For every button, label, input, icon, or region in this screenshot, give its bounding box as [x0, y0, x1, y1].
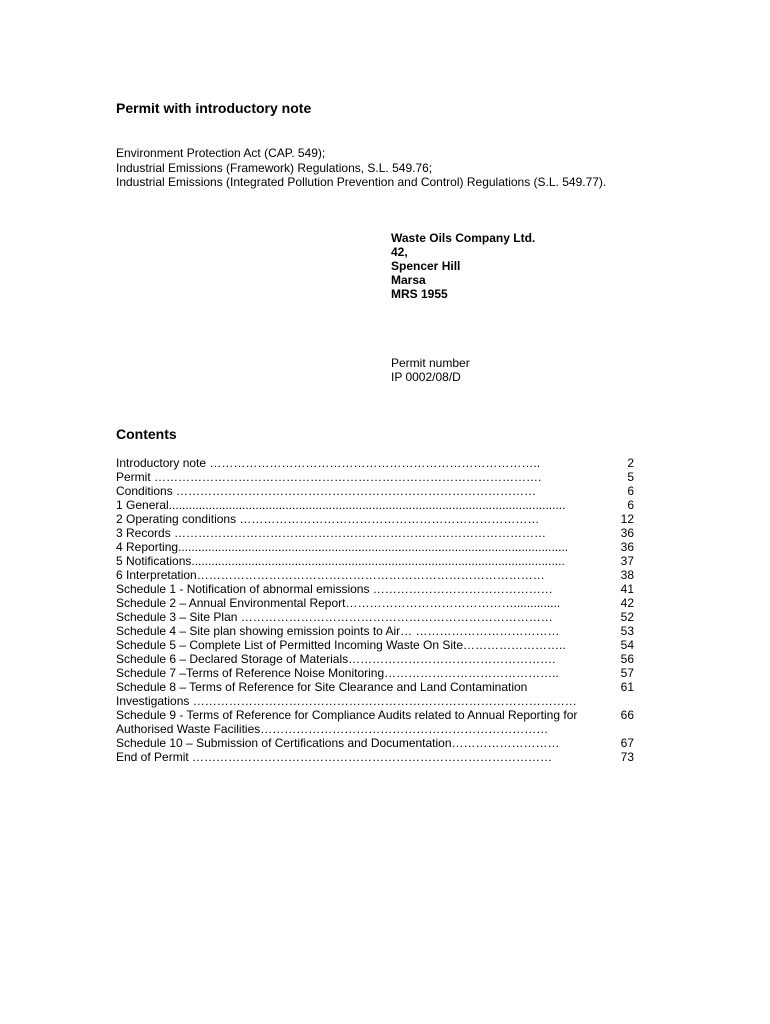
- company-name: Waste Oils Company Ltd.: [391, 231, 536, 245]
- permit-number: IP 0002/08/D: [391, 370, 461, 384]
- toc-entry[interactable]: [116, 498, 636, 512]
- toc-page-number: 2: [627, 456, 634, 470]
- toc-entry[interactable]: [116, 512, 636, 526]
- company-address: [391, 231, 535, 301]
- act-line: Industrial Emissions (Framework) Regulations, S.L. 549.76;: [116, 160, 433, 175]
- toc-entry[interactable]: [116, 750, 636, 764]
- toc-entry[interactable]: [116, 568, 636, 582]
- toc-entry[interactable]: [116, 638, 636, 652]
- toc-entry-title: Conditions ………………………………………………………………………………: [116, 484, 537, 498]
- toc-entry-title: End of Permit ………………………………………………………………………………: [116, 750, 553, 764]
- toc-entry-title: Schedule 10 – Submission of Certifications and Documentation………………………: [116, 736, 560, 750]
- address-line: 42,: [391, 245, 408, 259]
- toc-entry[interactable]: [116, 708, 636, 736]
- toc-page-number: 36: [620, 540, 634, 554]
- toc-entry[interactable]: [116, 540, 636, 554]
- toc-page-number: 38: [620, 568, 634, 582]
- postcode: MRS 1955: [391, 287, 448, 301]
- toc-entry-title: 6 Interpretation……………………………………………………………………………: [116, 568, 545, 582]
- toc-page-number: 52: [620, 610, 634, 624]
- toc-entry[interactable]: [116, 680, 636, 708]
- toc-entry-title: 5 Notifications................................................................................................................: [116, 554, 565, 568]
- toc-page-number: 56: [620, 652, 634, 666]
- toc-entry[interactable]: [116, 554, 636, 568]
- toc-entry[interactable]: [116, 582, 636, 596]
- permit-number-block: [391, 356, 470, 384]
- toc-entry[interactable]: [116, 610, 636, 624]
- toc-entry[interactable]: [116, 666, 636, 680]
- toc-page-number: 61: [620, 680, 634, 694]
- toc-entry-title: Schedule 7 –Terms of Reference Noise Monitoring……………………………………..: [116, 666, 559, 680]
- toc-page-number: 5: [627, 470, 634, 484]
- toc-entry[interactable]: [116, 596, 636, 610]
- toc-entry[interactable]: [116, 736, 636, 750]
- toc-entry-title: Schedule 6 – Declared Storage of Materials…………………………………………….: [116, 652, 556, 666]
- toc-page-number: 57: [620, 666, 634, 680]
- toc-entry-title: Schedule 1 - Notification of abnormal emissions ………………………………………: [116, 582, 553, 596]
- toc-page-number: 42: [620, 596, 634, 610]
- toc-entry-title: 2 Operating conditions …………………………………………………………………: [116, 512, 540, 526]
- page-title: Permit with introductory note: [116, 100, 312, 116]
- table-of-contents: [116, 456, 636, 764]
- toc-entry[interactable]: [116, 624, 636, 638]
- toc-entry-title: Schedule 8 – Terms of Reference for Site Clearance and Land Contamination Investigations ……………………………………………………………………………………: [116, 680, 577, 708]
- toc-entry-title: Schedule 4 – Site plan showing emission points to Air… ………………………………: [116, 624, 560, 638]
- toc-page-number: 66: [620, 708, 634, 722]
- toc-entry-title: Schedule 3 – Site Plan ……………………………………………………………………: [116, 610, 553, 624]
- toc-entry-title: 1 General.......................................................................................................................: [116, 498, 566, 512]
- permit-number-label: Permit number: [391, 356, 470, 370]
- toc-page-number: 37: [620, 554, 634, 568]
- toc-page-number: 6: [627, 498, 634, 512]
- address-line: Marsa: [391, 273, 426, 287]
- toc-entry[interactable]: [116, 652, 636, 666]
- toc-page-number: 36: [620, 526, 634, 540]
- act-line: Industrial Emissions (Integrated Pollution Prevention and Control) Regulations (S.L. 549.77).: [116, 175, 607, 189]
- toc-entry-title: Introductory note ………………………………………………………………………..: [116, 456, 541, 470]
- toc-entry[interactable]: [116, 484, 636, 498]
- contents-heading: Contents: [116, 426, 177, 442]
- toc-page-number: 6: [627, 484, 634, 498]
- toc-entry-title: 3 Records …………………………………………………………………………………: [116, 526, 547, 540]
- legislation-list: [116, 146, 606, 190]
- toc-entry-title: Permit …………………………………………………………………………………….: [116, 470, 542, 484]
- toc-entry[interactable]: [116, 470, 636, 484]
- toc-page-number: 41: [620, 582, 634, 596]
- toc-entry-title: Schedule 5 – Complete List of Permitted Incoming Waste On Site……………………..: [116, 638, 566, 652]
- address-line: Spencer Hill: [391, 259, 461, 273]
- toc-page-number: 53: [620, 624, 634, 638]
- act-line: Environment Protection Act (CAP. 549);: [116, 146, 326, 160]
- toc-page-number: 12: [620, 512, 634, 526]
- toc-entry-title: Schedule 2 – Annual Environmental Report……………………………………..............: [116, 596, 561, 610]
- toc-page-number: 54: [620, 638, 634, 652]
- toc-entry[interactable]: [116, 526, 636, 540]
- toc-page-number: 67: [620, 736, 634, 750]
- toc-entry-title: Schedule 9 - Terms of Reference for Compliance Audits related to Annual Reporting for Authorised Waste Facilities………………………………………………………………: [116, 708, 578, 736]
- toc-page-number: 73: [620, 750, 634, 764]
- toc-entry-title: 4 Reporting.....................................................................................................................: [116, 540, 569, 554]
- toc-entry[interactable]: [116, 456, 636, 470]
